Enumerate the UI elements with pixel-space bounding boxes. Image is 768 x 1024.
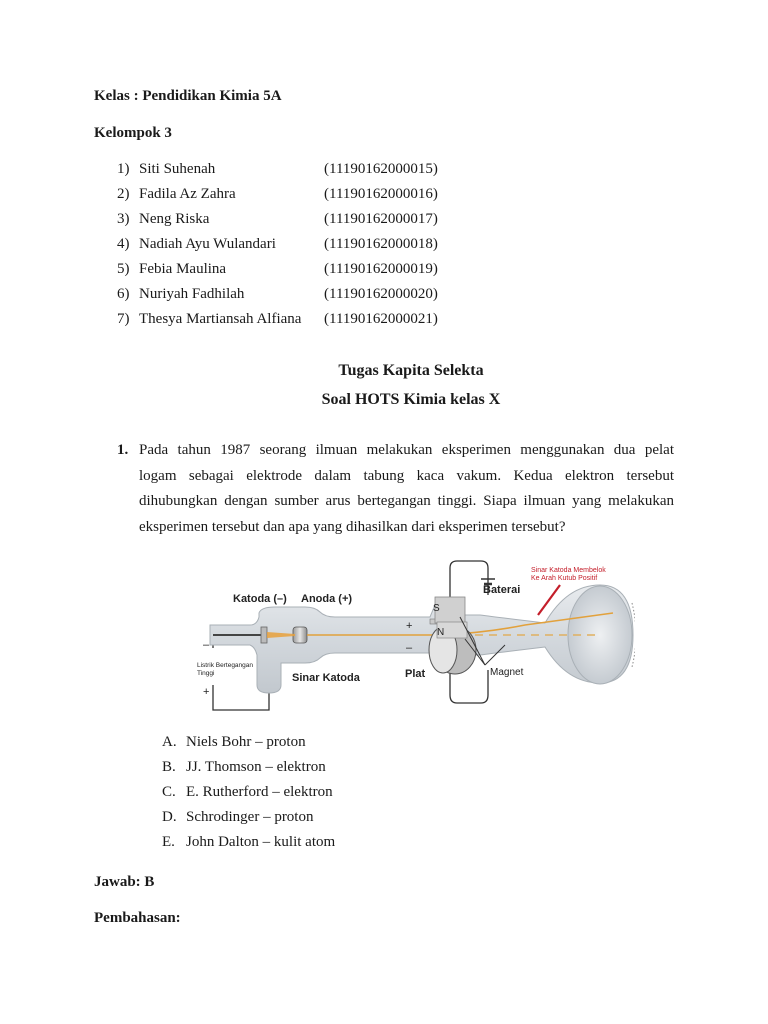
question-line: dihubungkan dengan sumber arus bertegangan tinggi. Siapa ilmuan yang melakukan [139,493,674,510]
option-letter: C. [162,784,176,800]
label-s: S [433,603,440,614]
cathode-ray-tube-diagram [195,555,635,715]
question-number: 1. [117,442,129,458]
anode [293,627,307,643]
label-minus-source: – [203,639,210,651]
option-text: John Dalton – kulit atom [186,834,336,850]
member-number: 7) [117,311,130,327]
label-plus-plate: + [406,620,413,632]
answer: Jawab: B [94,874,155,890]
list-item [0,236,768,256]
label-deflection-1: Sinar Katoda Membelok [531,567,606,574]
label-plat: Plat [405,668,426,680]
member-name: Febia Maulina [139,261,227,277]
member-name: Neng Riska [139,211,210,227]
member-nim: (11190162000018) [324,236,438,252]
option-letter: A. [162,734,177,750]
discussion-heading: Pembahasan: [94,910,181,926]
list-item [0,186,768,206]
member-name: Nuriyah Fadhilah [139,286,245,302]
page-subtitle: Soal HOTS Kimia kelas X [321,391,501,408]
member-number: 5) [117,261,130,277]
member-number: 3) [117,211,130,227]
label-voltage-1: Listrik Bertegangan [197,662,254,669]
option-letter: B. [162,759,176,775]
option-text: JJ. Thomson – elektron [186,759,326,775]
class-label: Kelas : Pendidikan Kimia 5A [94,88,282,104]
member-nim: (11190162000019) [324,261,438,277]
member-nim: (11190162000020) [324,286,438,302]
list-item [0,161,768,181]
list-item [0,261,768,281]
page-title: Tugas Kapita Selekta [338,362,484,379]
list-item [0,311,768,331]
member-nim: (11190162000015) [324,161,438,177]
member-name: Siti Suhenah [139,161,216,177]
member-number: 1) [117,161,130,177]
member-nim: (11190162000017) [324,211,438,227]
question-line: Pada tahun 1987 seorang ilmuan melakukan eksperimen menggunakan dua pelat [139,442,674,458]
question-line: eksperimen tersebut dan apa yang dihasilkan dari eksperimen tersebut? [139,519,566,536]
list-item [0,286,768,306]
option-letter: E. [162,834,175,850]
label-anoda: Anoda (+) [301,593,353,605]
label-baterai: Baterai [483,584,521,596]
member-name: Fadila Az Zahra [139,186,236,202]
question-text [139,438,674,541]
question-line: logam sebagai elektrode dalam tabung kaca vakum. Kedua elektron tersebut [139,467,674,484]
group-label: Kelompok 3 [94,125,172,141]
member-number: 6) [117,286,130,302]
member-name: Thesya Martiansah Alfiana [139,311,302,327]
label-n: N [437,627,445,638]
member-nim: (11190162000016) [324,186,438,202]
list-item [0,211,768,231]
label-deflection-2: Ke Arah Kutub Positif [531,575,598,582]
option-text: E. Rutherford – elektron [186,784,333,800]
option-text: Niels Bohr – proton [186,734,306,750]
member-nim: (11190162000021) [324,311,438,327]
member-number: 4) [117,236,130,252]
member-name: Nadiah Ayu Wulandari [139,236,276,252]
label-plus-source: + [203,686,210,698]
label-minus-plate: – [406,642,413,654]
label-sinar-katoda: Sinar Katoda [292,672,360,684]
option-text: Schrodinger – proton [186,809,314,825]
label-voltage-2: Tinggi [197,670,215,677]
member-number: 2) [117,186,130,202]
label-magnet: Magnet [490,667,524,678]
label-katoda: Katoda (–) [233,593,287,605]
cathode [261,627,267,643]
option-letter: D. [162,809,177,825]
